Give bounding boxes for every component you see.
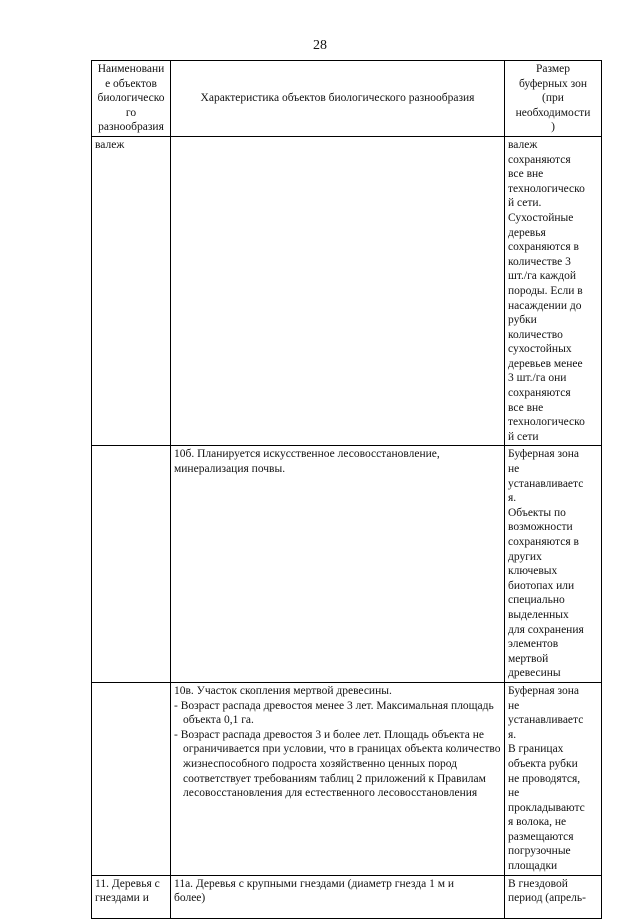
text-line: шт./га каждой [508, 270, 577, 283]
text-line: сухостойных [508, 343, 572, 356]
text-line: Наименовани [97, 63, 165, 75]
text-line: 11. Деревья с [95, 877, 160, 890]
text-line: выделенных [508, 608, 569, 621]
text-line: ) [551, 121, 555, 134]
text-line: я. [508, 492, 517, 505]
text-line: специально [508, 594, 565, 607]
text-line: 3 шт./га они [508, 372, 567, 385]
row-object-name [92, 446, 171, 683]
row-characteristic [171, 875, 505, 918]
row-buffer [505, 682, 602, 875]
text-line: рубки [508, 314, 537, 327]
text-line: объекта рубки [508, 757, 578, 770]
row-buffer [505, 136, 602, 445]
row-object-name [92, 875, 171, 918]
table-row [92, 446, 602, 683]
text-line: я волока, не [508, 816, 567, 829]
text-line: разнообразия [98, 121, 164, 134]
text-line: сохраняются [508, 153, 571, 166]
text-line: деревья [508, 226, 546, 239]
text-line: количестве 3 [508, 255, 571, 268]
text-line: 11а. Деревья с крупными гнездами (диаметр гнезда 1 м и [174, 877, 455, 890]
text-line: биотопах или [508, 579, 575, 592]
text-line: сохраняются [508, 387, 571, 400]
row-characteristic [171, 136, 505, 445]
table-row [92, 875, 602, 918]
text-line: технологическо [508, 416, 585, 429]
text-line: для сохранения [508, 623, 584, 636]
page-number: 28 [313, 38, 327, 53]
text-line: мертвой [508, 652, 549, 665]
text-line: устанавливаетс [508, 477, 584, 490]
text-line: 10в. Участок скопления мертвой древесины. [174, 684, 392, 697]
text-line: гнездами и [95, 892, 149, 905]
text-line: не проводятся, [508, 772, 581, 785]
header-buffer-size [505, 61, 602, 137]
table-header-row [92, 61, 602, 137]
text-line: Размер [535, 63, 570, 75]
text-line: Буферная зона [508, 684, 579, 697]
text-line: размещаются [508, 830, 574, 843]
text-line: В гнездовой [508, 877, 568, 890]
text-line: не [508, 699, 520, 712]
text-line: го [125, 106, 137, 119]
text-line: й сети [508, 430, 539, 443]
header-object-name [92, 61, 171, 137]
text-line: других [508, 550, 542, 563]
row-object-name [92, 682, 171, 875]
text-line: - Возраст распада древостоя менее 3 лет. Максимальная площадь объекта 0,1 га. [174, 699, 494, 727]
text-line: не [508, 463, 520, 476]
text-line: деревьев менее [508, 357, 583, 370]
text-line: валеж [95, 138, 125, 151]
text-line: все вне [508, 401, 544, 414]
text-line: сохраняются в [508, 241, 579, 254]
text-line: Сухостойные [508, 211, 574, 224]
text-line: е объектов [105, 77, 157, 90]
text-line: устанавливаетс [508, 714, 584, 727]
row-characteristic [171, 682, 505, 875]
text-line: Объекты по [508, 506, 566, 519]
text-line: более) [174, 892, 206, 905]
text-line: прокладываютс [508, 801, 585, 814]
text-line: все вне [508, 168, 544, 181]
row-characteristic [171, 446, 505, 683]
text-line: - Возраст распада древостоя 3 и более лет. Площадь объекта не ограничивается при условии, что в границах объекта количество жизнеспособного подроста хозяйственно ценных пород соответствует требованиям таблиц 2 приложений к Правилам лесовосстановления для естественного лесовосстановления [174, 728, 501, 800]
table-row [92, 136, 602, 445]
text-line: площадки [508, 860, 558, 873]
text-line: буферных зон [518, 77, 588, 90]
text-line: ключевых [508, 565, 558, 578]
text-line: 10б. Планируется искусственное лесовосстановление, [174, 448, 440, 461]
text-line: валеж [508, 138, 538, 151]
text-line: сохраняются в [508, 536, 579, 548]
text-line: й сети. [508, 197, 542, 210]
table-row [92, 682, 602, 875]
text-line: породы. Если в [508, 284, 583, 297]
text-line: В границах [508, 743, 564, 756]
text-line: период (апрель- [508, 892, 586, 905]
text-line: древесины [508, 667, 561, 680]
header-characteristic: Характеристика объектов биологического разнообразия [171, 61, 505, 137]
text-line: насаждении до [508, 299, 582, 312]
text-line: я. [508, 728, 517, 741]
text-line: возможности [508, 521, 573, 534]
row-object-name [92, 136, 171, 445]
text-line: не [508, 787, 520, 800]
text-line: Буферная зона [508, 448, 579, 461]
text-line: погрузочные [508, 845, 571, 858]
text-line: количество [508, 328, 563, 341]
text-line: технологическо [508, 182, 585, 195]
text-line: элементов [508, 638, 559, 651]
row-buffer [505, 875, 602, 918]
text-line: минерализация почвы. [174, 463, 286, 476]
text-line: необходимости [515, 106, 591, 119]
text-line: (при [542, 92, 564, 105]
row-buffer [505, 446, 602, 683]
biodiversity-table [91, 60, 602, 919]
text-line: биологическо [97, 92, 165, 105]
